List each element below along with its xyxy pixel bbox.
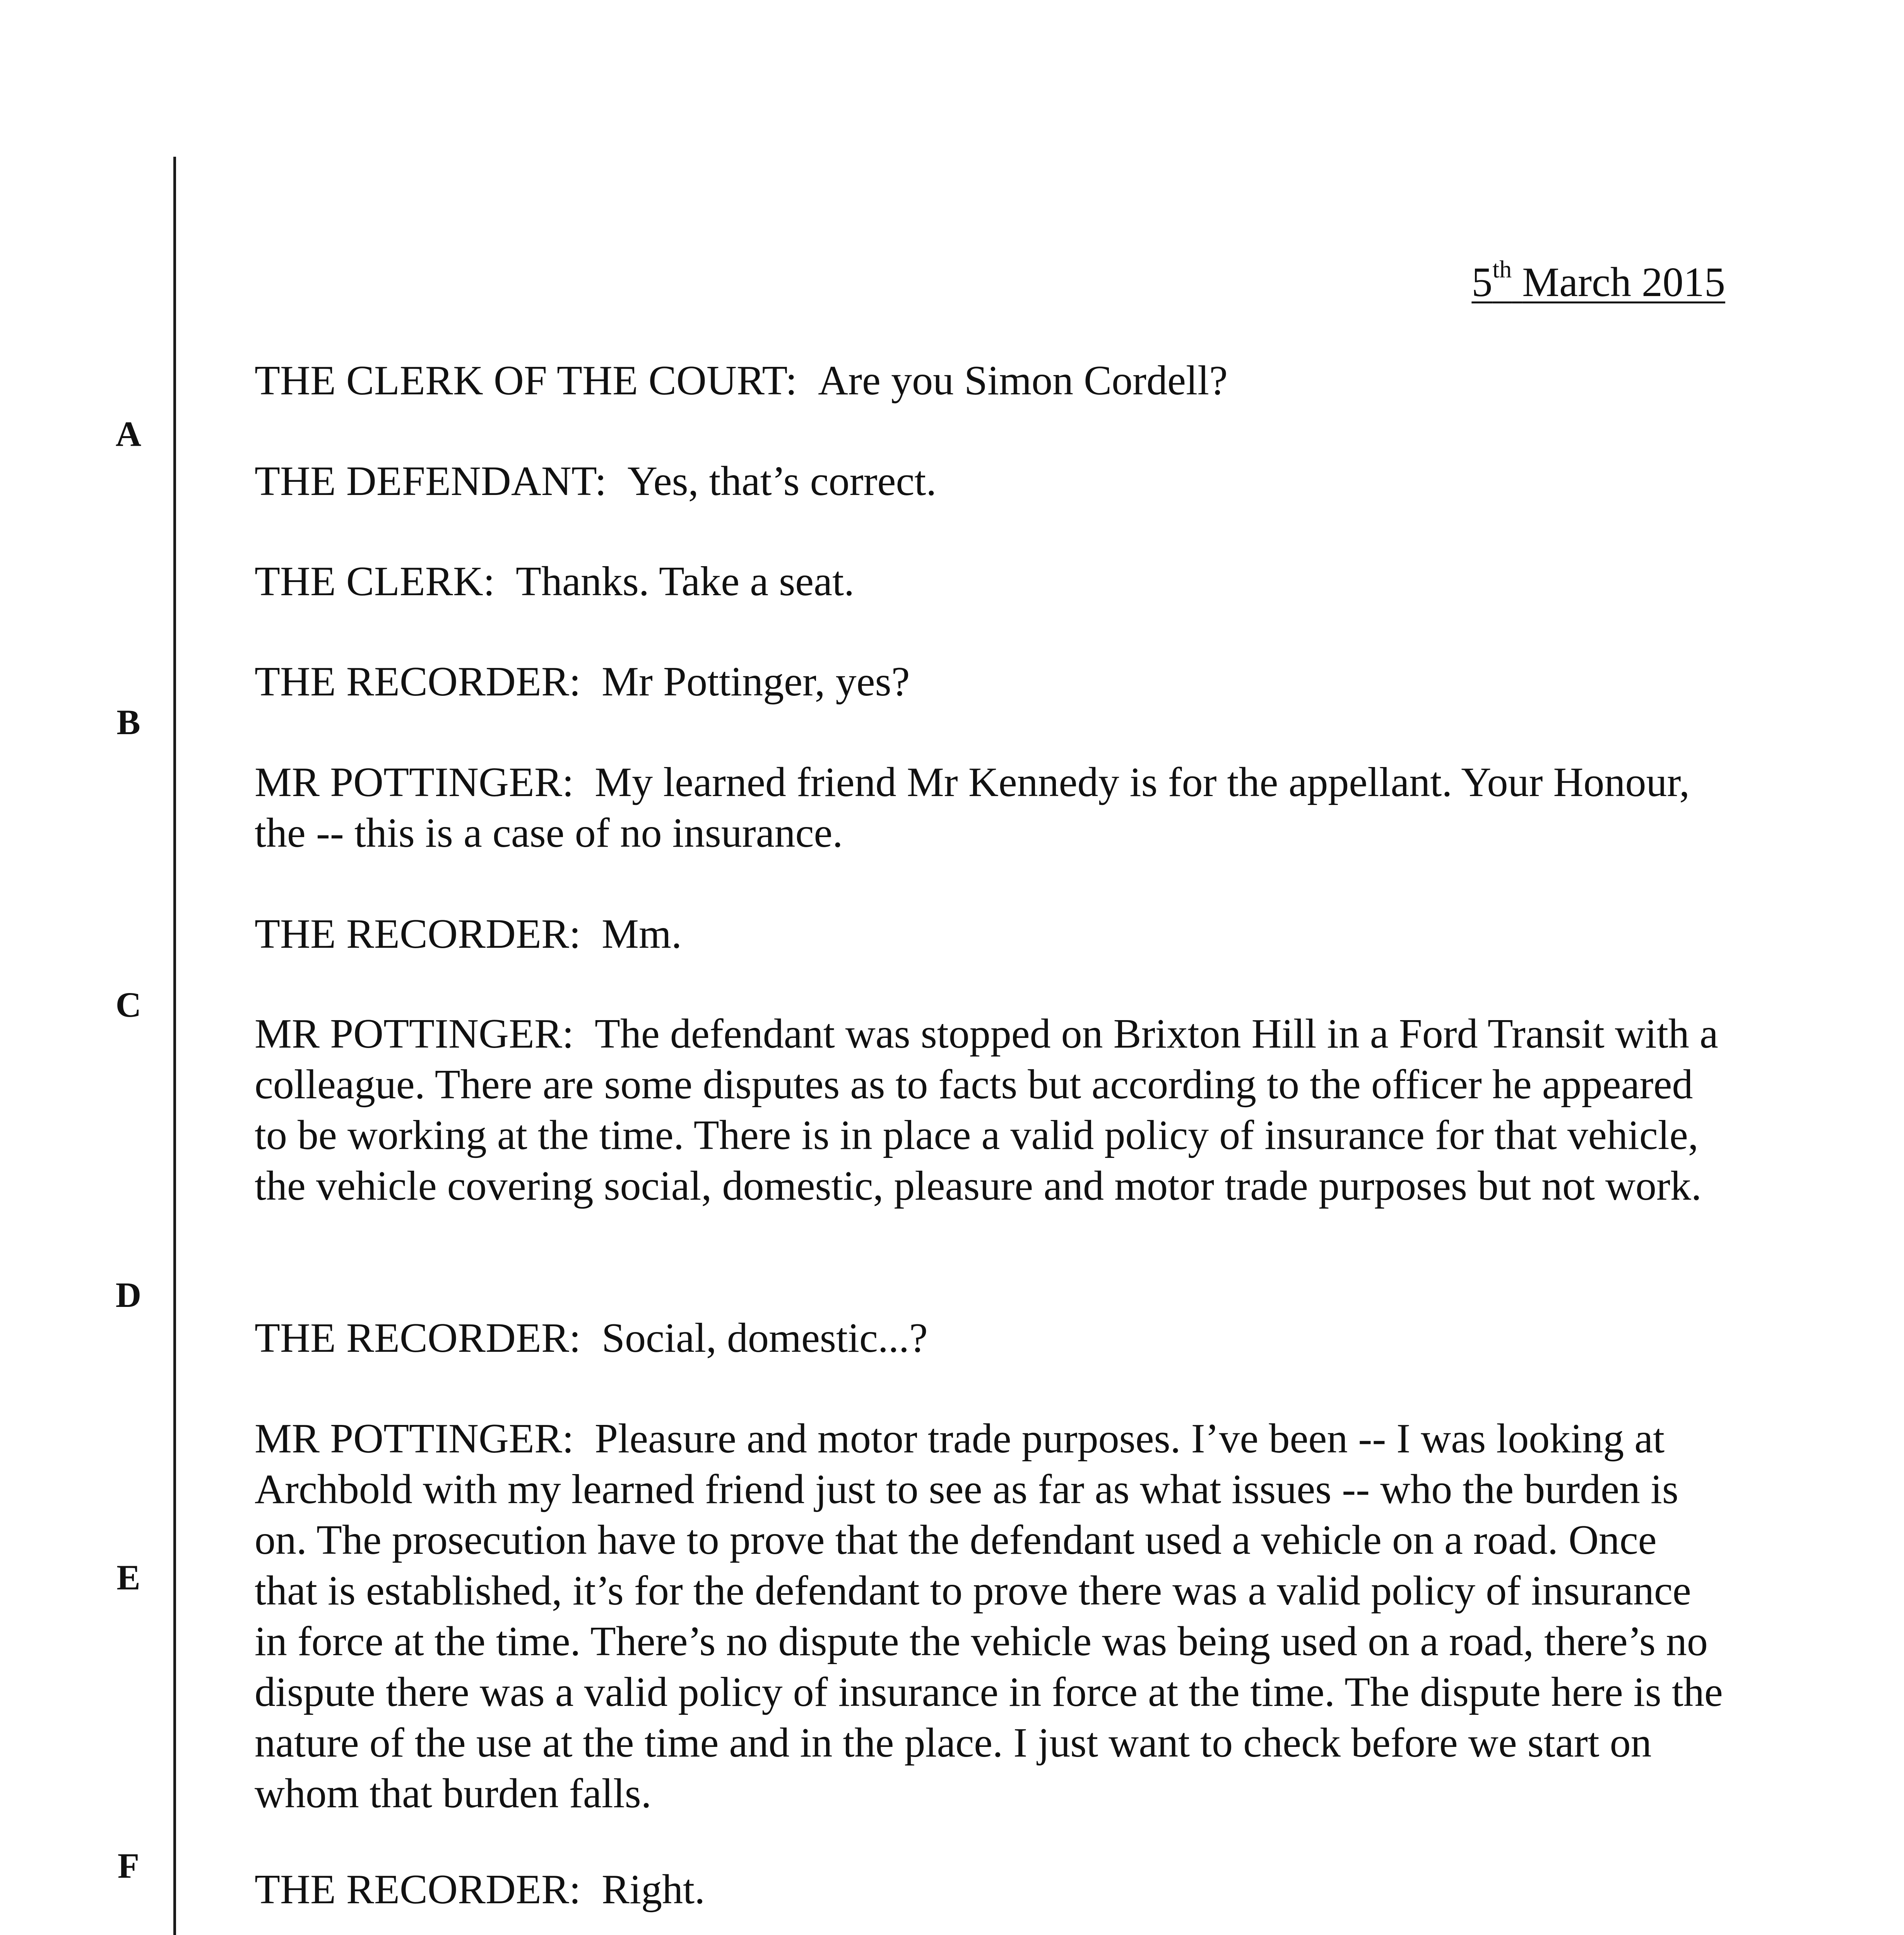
transcript-entry <box>255 656 1725 707</box>
transcript-entry <box>255 556 1725 607</box>
speech-text: Are you Simon Cordell? <box>818 358 1228 404</box>
hearing-date <box>1471 255 1725 307</box>
margin-letter-d: D <box>115 1275 142 1315</box>
speaker-label: THE RECORDER : <box>255 1315 581 1361</box>
transcript-entry <box>255 355 1725 406</box>
speech-text: Mm. <box>602 911 682 957</box>
margin-letter-b: B <box>116 702 140 742</box>
transcript-entry <box>255 1009 1725 1211</box>
speaker-label: THE CLERK : <box>255 558 495 604</box>
date-suffix: th <box>1492 255 1512 283</box>
speaker-label: THE RECORDER : <box>255 1867 581 1913</box>
date-month-year: March 2015 <box>1522 259 1725 305</box>
transcript-entry <box>255 1313 1725 1363</box>
speaker-label: THE CLERK OF THE COURT : <box>255 358 797 404</box>
date-day: 5 <box>1471 259 1493 305</box>
left-margin-rule <box>173 157 176 1935</box>
transcript-entry <box>255 1413 1725 1819</box>
speech-text: Yes, that’s correct. <box>627 458 937 504</box>
speaker-label: MR POTTINGER : <box>255 1416 574 1462</box>
speech-text: Mr Pottinger, yes? <box>602 659 910 705</box>
transcript-entry <box>255 1864 1725 1915</box>
transcript-entry <box>255 757 1725 858</box>
margin-letter-a: A <box>115 414 142 454</box>
margin-letter-f: F <box>117 1846 140 1885</box>
speaker-label: MR POTTINGER : <box>255 1011 574 1057</box>
speech-text: Right. <box>602 1867 705 1913</box>
speech-text: My learned friend Mr Kennedy is for the appellant. Your Honour, the -- this is a case of no insurance. <box>255 759 1690 856</box>
speaker-label: THE RECORDER : <box>255 659 581 705</box>
transcript-entry <box>255 909 1725 959</box>
speaker-label: MR POTTINGER : <box>255 759 574 805</box>
speech-text: Pleasure and motor trade purposes. I’ve been -- I was looking at Archbold with my learned friend just to see as far as what issues -- who the burden is on. The prosecution have to prove that the defendant used a vehicle on a road. Once that is established, it’s for the defendant to prove there was a valid policy of insurance in force at the time. There’s no dispute the vehicle was being used on a road, there’s no dispute there was a valid policy of insurance in force at the time. The dispute here is the nature of the use at the time and in the place. I just want to check before we start on whom that burden falls. <box>255 1416 1723 1817</box>
speaker-label: THE DEFENDANT : <box>255 458 607 504</box>
speaker-label: THE RECORDER : <box>255 911 581 957</box>
speech-text: The defendant was stopped on Brixton Hill in a Ford Transit with a colleague. There are some disputes as to facts but according to the officer he appeared to be working at the time. There is in place a valid policy of insurance for that vehicle, the vehicle covering social, domestic, pleasure and motor trade purposes but not work. <box>255 1011 1718 1209</box>
margin-letter-e: E <box>116 1558 140 1597</box>
margin-letter-c: C <box>115 985 142 1024</box>
transcript-entry <box>255 456 1725 507</box>
speech-text: Social, domestic...? <box>602 1315 928 1361</box>
speech-text: Thanks. Take a seat. <box>515 558 855 604</box>
